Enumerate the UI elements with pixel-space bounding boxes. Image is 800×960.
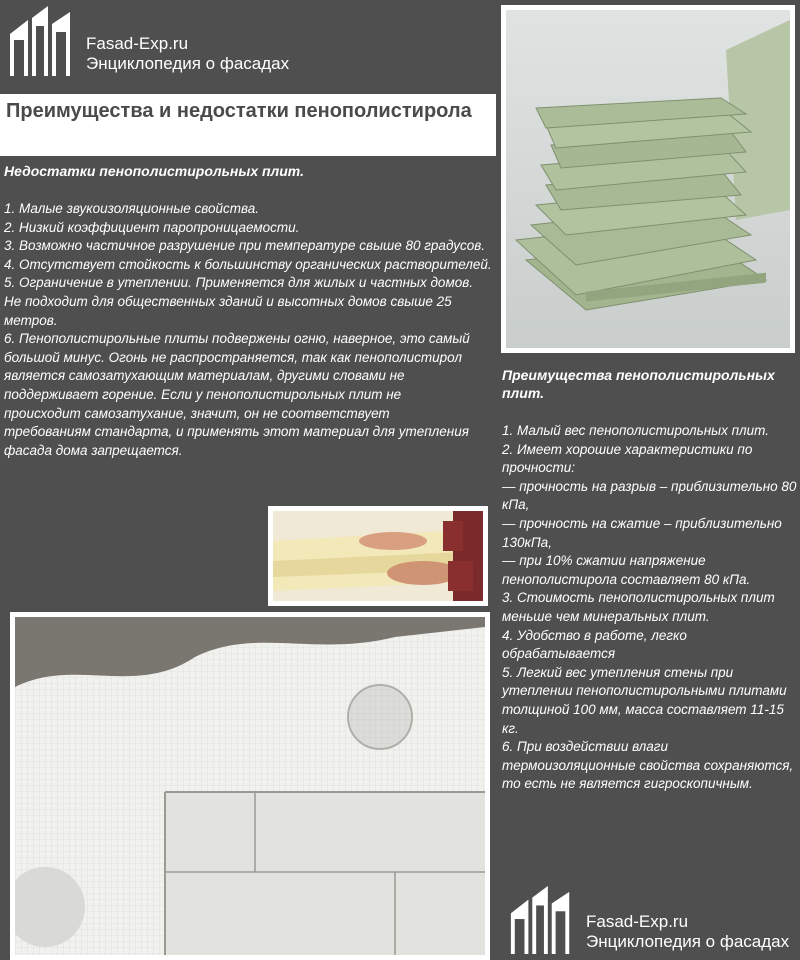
list-item: 4. Отсутствует стойкость к большинству органических растворителей. xyxy=(4,256,492,272)
advantages-list xyxy=(502,422,798,794)
foam-boards-image xyxy=(506,10,790,348)
foam-boards-photo xyxy=(501,5,795,353)
page-title: Преимущества и недостатки пенополистирола xyxy=(6,100,472,122)
mesh-wall-image xyxy=(15,617,485,955)
list-item: 2. Имеет хорошие характеристики по прочности: xyxy=(502,441,753,476)
logo-tagline: Энциклопедия о фасадах xyxy=(586,932,790,952)
list-item: 3. Стоимость пенополистирольных плит меньше чем минеральных плит. xyxy=(502,590,775,624)
logo-site-name: Fasad-Exp.ru xyxy=(586,912,689,931)
list-item: — при 10% сжатии напряжение пенополистирола составляет 80 кПа. xyxy=(502,553,751,587)
advantages-heading: Преимущества пенополистирольных плит. xyxy=(502,367,775,401)
building-logo-icon xyxy=(8,6,76,78)
list-item: 6. Пенополистирольные плиты подвержены огню, наверное, это самый большой минус. Огонь не распространяется, так как пенополистирол является самозатухающим материалам, другими словами не поддерживает горение. Если у пенополистирольных плит не происходит самозатухание, значит, он не соответствует требованиям стандарта, и применять этот материал для утепления фасада дома запрещается. xyxy=(4,331,470,458)
list-item: 1. Малые звукоизоляционные свойства. xyxy=(4,201,260,216)
title-box xyxy=(0,94,496,156)
building-logo-icon xyxy=(508,886,576,956)
list-item: — прочность на сжатие – приблизительно 130кПа, xyxy=(502,515,782,550)
disadvantages-section xyxy=(4,162,492,460)
list-item: 1. Малый вес пенополистирольных плит. xyxy=(502,423,770,438)
hands-on-board-image xyxy=(273,511,483,601)
bottom-logo[interactable] xyxy=(508,886,789,956)
list-item: 3. Возможно частичное разрушение при температуре свыше 80 градусов. xyxy=(4,238,486,254)
list-item: 6. При воздействии влаги термоизоляционные свойства сохраняются, то есть не является гигроскопичным. xyxy=(502,739,794,792)
hands-photo xyxy=(268,506,488,606)
mesh-wall-photo xyxy=(10,612,490,960)
list-item: 5. Ограничение в утеплении. Применяется для жилых и частных домов. Не подходит для общественных зданий и высотных домов свыше 25 метров. xyxy=(4,275,473,328)
list-item: — прочность на разрыв – приблизительно 80 кПа, xyxy=(502,478,797,513)
disadvantages-list xyxy=(4,200,492,460)
advantages-section xyxy=(502,366,798,794)
logo-site-name: Fasad-Exp.ru xyxy=(86,34,189,53)
top-logo[interactable] xyxy=(8,6,289,78)
logo-tagline: Энциклопедия о фасадах xyxy=(86,54,290,74)
list-item: 5. Легкий вес утепления стены при утеплении пенополистирольными плитами толщиной 100 мм, масса составляет 11-15 кг. xyxy=(502,664,787,736)
disadvantages-heading: Недостатки пенополистирольных плит. xyxy=(4,163,304,179)
list-item: 4. Удобство в работе, легко обрабатывается xyxy=(502,627,687,662)
list-item: 2. Низкий коэффициент паропроницаемости. xyxy=(4,219,300,235)
